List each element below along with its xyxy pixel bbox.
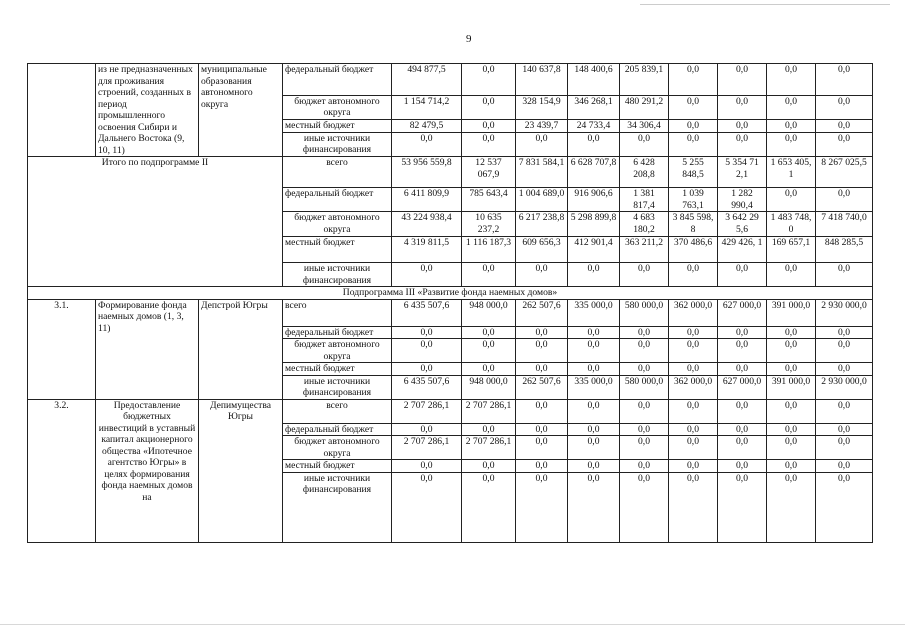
amount-cell: 1 039 763,1 (669, 188, 718, 212)
amount-cell: 391 000,0 (767, 299, 816, 326)
amount-cell: 0,0 (568, 423, 620, 436)
amount-cell: 1 381 817,4 (620, 188, 669, 212)
amount-cell: 916 906,6 (568, 188, 620, 212)
amount-cell: 0,0 (392, 460, 462, 473)
amount-cell: 0,0 (816, 472, 873, 542)
financing-table (27, 63, 873, 543)
amount-cell: 0,0 (669, 119, 718, 132)
amount-cell: 3 845 598, 8 (669, 212, 718, 237)
amount-cell: 0,0 (767, 263, 816, 287)
amount-cell: 0,0 (620, 460, 669, 473)
amount-cell: 0,0 (669, 460, 718, 473)
amount-cell: 0,0 (462, 119, 516, 132)
amount-cell: 53 956 559,8 (392, 157, 462, 188)
amount-cell: 609 656,3 (516, 237, 568, 263)
amount-cell: 0,0 (516, 436, 568, 460)
amount-cell: 0,0 (516, 399, 568, 423)
amount-cell: 23 439,7 (516, 119, 568, 132)
amount-cell: 3 642 29 5,6 (718, 212, 767, 237)
amount-cell: 6 428 208,8 (620, 157, 669, 188)
total-label: Итого по подпрограмме II (28, 157, 283, 287)
amount-cell: 0,0 (392, 326, 462, 339)
amount-cell: 0,0 (718, 263, 767, 287)
amount-cell: 580 000,0 (620, 375, 669, 399)
amount-cell: 0,0 (462, 263, 516, 287)
measure-name: Формирование фонда наемных домов (1, 3, 11) (96, 299, 199, 399)
amount-cell: 362 000,0 (669, 299, 718, 326)
amount-cell: 580 000,0 (620, 299, 669, 326)
amount-cell: 140 637,8 (516, 64, 568, 96)
funding-source: местный бюджет (283, 363, 392, 376)
funding-source: всего (283, 157, 392, 188)
executor: Депимущества Югры (199, 399, 283, 542)
amount-cell: 0,0 (816, 326, 873, 339)
funding-source: всего (283, 399, 392, 423)
amount-cell: 0,0 (718, 472, 767, 542)
amount-cell: 10 635 237,2 (462, 212, 516, 237)
amount-cell: 5 298 899,8 (568, 212, 620, 237)
amount-cell: 0,0 (767, 423, 816, 436)
amount-cell: 0,0 (816, 363, 873, 376)
amount-cell: 262 507,6 (516, 299, 568, 326)
amount-cell: 0,0 (620, 263, 669, 287)
amount-cell: 0,0 (767, 132, 816, 156)
amount-cell: 0,0 (718, 436, 767, 460)
amount-cell: 0,0 (816, 95, 873, 119)
amount-cell: 0,0 (816, 423, 873, 436)
measure-name: из не предназначенных для проживания строений, созданных в период промышленного освоения Сибири и Дальнего Востока (9, 10, 11) (96, 64, 199, 157)
amount-cell: 0,0 (767, 64, 816, 96)
amount-cell: 0,0 (718, 460, 767, 473)
amount-cell: 0,0 (392, 263, 462, 287)
amount-cell: 848 285,5 (816, 237, 873, 263)
amount-cell: 0,0 (392, 339, 462, 363)
funding-source: иные источники финансирования (283, 472, 392, 542)
executor: муниципальные образования автономного округа (199, 64, 283, 157)
amount-cell: 335 000,0 (568, 299, 620, 326)
amount-cell: 0,0 (669, 263, 718, 287)
funding-source: федеральный бюджет (283, 64, 392, 96)
amount-cell: 0,0 (568, 363, 620, 376)
amount-cell: 0,0 (516, 132, 568, 156)
amount-cell: 0,0 (516, 263, 568, 287)
amount-cell: 0,0 (568, 472, 620, 542)
amount-cell: 0,0 (568, 436, 620, 460)
amount-cell: 205 839,1 (620, 64, 669, 96)
amount-cell: 494 877,5 (392, 64, 462, 96)
section-title: Подпрограмма III «Развитие фонда наемных домов» (28, 287, 873, 300)
amount-cell: 429 426, 1 (718, 237, 767, 263)
amount-cell: 1 116 187,3 (462, 237, 516, 263)
amount-cell: 0,0 (669, 363, 718, 376)
amount-cell: 4 683 180,2 (620, 212, 669, 237)
amount-cell: 82 479,5 (392, 119, 462, 132)
amount-cell: 262 507,6 (516, 375, 568, 399)
amount-cell: 0,0 (620, 472, 669, 542)
funding-source: иные источники финансирования (283, 263, 392, 287)
amount-cell: 2 707 286,1 (462, 399, 516, 423)
amount-cell: 1 282 990,4 (718, 188, 767, 212)
amount-cell: 0,0 (568, 326, 620, 339)
amount-cell: 1 483 748, 0 (767, 212, 816, 237)
funding-source: бюджет автономного округа (283, 339, 392, 363)
amount-cell: 0,0 (767, 399, 816, 423)
amount-cell: 0,0 (816, 399, 873, 423)
amount-cell: 1 154 714,2 (392, 95, 462, 119)
amount-cell: 0,0 (392, 363, 462, 376)
funding-source: бюджет автономного округа (283, 436, 392, 460)
amount-cell: 0,0 (516, 472, 568, 542)
amount-cell: 0,0 (620, 436, 669, 460)
executor: Депстрой Югры (199, 299, 283, 399)
amount-cell: 0,0 (718, 119, 767, 132)
amount-cell: 0,0 (620, 326, 669, 339)
measure-number: 3.2. (28, 399, 96, 542)
amount-cell: 0,0 (392, 472, 462, 542)
amount-cell: 335 000,0 (568, 375, 620, 399)
amount-cell: 0,0 (767, 460, 816, 473)
amount-cell: 0,0 (516, 423, 568, 436)
amount-cell: 0,0 (620, 363, 669, 376)
amount-cell: 412 901,4 (568, 237, 620, 263)
amount-cell: 0,0 (669, 95, 718, 119)
amount-cell: 480 291,2 (620, 95, 669, 119)
table-row (28, 299, 873, 326)
table-row (28, 399, 873, 423)
amount-cell: 0,0 (816, 460, 873, 473)
amount-cell: 391 000,0 (767, 375, 816, 399)
amount-cell: 0,0 (718, 423, 767, 436)
funding-source: бюджет автономного округа (283, 95, 392, 119)
table-row (28, 157, 873, 188)
amount-cell: 0,0 (516, 326, 568, 339)
amount-cell: 0,0 (718, 64, 767, 96)
amount-cell: 0,0 (816, 119, 873, 132)
amount-cell: 0,0 (767, 363, 816, 376)
amount-cell: 0,0 (816, 339, 873, 363)
measure-number (28, 64, 96, 157)
amount-cell: 0,0 (620, 399, 669, 423)
amount-cell: 0,0 (568, 339, 620, 363)
amount-cell: 0,0 (669, 64, 718, 96)
amount-cell: 0,0 (516, 363, 568, 376)
amount-cell: 6 411 809,9 (392, 188, 462, 212)
amount-cell: 0,0 (718, 326, 767, 339)
amount-cell: 0,0 (816, 64, 873, 96)
amount-cell: 6 435 507,6 (392, 299, 462, 326)
amount-cell: 7 418 740,0 (816, 212, 873, 237)
amount-cell: 0,0 (516, 460, 568, 473)
amount-cell: 948 000,0 (462, 375, 516, 399)
measure-name: Предоставление бюджетных инвестиций в уставный капитал акционерного общества «Ипотечное агентство Югры» в целях формирования фонда наемных домов на (96, 399, 199, 542)
amount-cell: 24 733,4 (568, 119, 620, 132)
amount-cell: 2 930 000,0 (816, 375, 873, 399)
amount-cell: 0,0 (620, 423, 669, 436)
amount-cell: 0,0 (767, 436, 816, 460)
amount-cell: 0,0 (816, 436, 873, 460)
scan-artifact-top (640, 4, 890, 5)
amount-cell: 627 000,0 (718, 375, 767, 399)
amount-cell: 948 000,0 (462, 299, 516, 326)
amount-cell: 169 657,1 (767, 237, 816, 263)
amount-cell: 0,0 (568, 132, 620, 156)
amount-cell: 328 154,9 (516, 95, 568, 119)
scan-artifact-bottom (0, 624, 905, 625)
funding-source: местный бюджет (283, 119, 392, 132)
amount-cell: 0,0 (516, 339, 568, 363)
amount-cell: 0,0 (669, 472, 718, 542)
amount-cell: 8 267 025,5 (816, 157, 873, 188)
measure-number: 3.1. (28, 299, 96, 399)
amount-cell: 0,0 (669, 423, 718, 436)
amount-cell: 0,0 (462, 363, 516, 376)
amount-cell: 0,0 (669, 339, 718, 363)
amount-cell: 0,0 (568, 263, 620, 287)
funding-source: федеральный бюджет (283, 423, 392, 436)
amount-cell: 0,0 (462, 472, 516, 542)
amount-cell: 0,0 (620, 132, 669, 156)
amount-cell: 370 486,6 (669, 237, 718, 263)
amount-cell: 0,0 (669, 132, 718, 156)
funding-source: местный бюджет (283, 460, 392, 473)
amount-cell: 0,0 (462, 64, 516, 96)
amount-cell: 0,0 (767, 95, 816, 119)
amount-cell: 0,0 (462, 326, 516, 339)
amount-cell: 0,0 (767, 119, 816, 132)
amount-cell: 0,0 (816, 263, 873, 287)
amount-cell: 627 000,0 (718, 299, 767, 326)
amount-cell: 0,0 (620, 339, 669, 363)
amount-cell: 0,0 (568, 399, 620, 423)
amount-cell: 0,0 (669, 436, 718, 460)
amount-cell: 0,0 (718, 95, 767, 119)
amount-cell: 0,0 (568, 460, 620, 473)
amount-cell: 0,0 (767, 326, 816, 339)
amount-cell: 1 004 689,0 (516, 188, 568, 212)
amount-cell: 0,0 (767, 339, 816, 363)
amount-cell: 0,0 (462, 423, 516, 436)
amount-cell: 2 930 000,0 (816, 299, 873, 326)
amount-cell: 2 707 286,1 (462, 436, 516, 460)
amount-cell: 362 000,0 (669, 375, 718, 399)
amount-cell: 4 319 811,5 (392, 237, 462, 263)
page-number: 9 (466, 33, 472, 45)
funding-source: всего (283, 299, 392, 326)
amount-cell: 0,0 (462, 460, 516, 473)
amount-cell: 0,0 (718, 399, 767, 423)
amount-cell: 785 643,4 (462, 188, 516, 212)
amount-cell: 0,0 (816, 188, 873, 212)
funding-source: иные источники финансирования (283, 375, 392, 399)
funding-source: федеральный бюджет (283, 188, 392, 212)
amount-cell: 0,0 (462, 132, 516, 156)
amount-cell: 6 435 507,6 (392, 375, 462, 399)
amount-cell: 0,0 (669, 326, 718, 339)
amount-cell: 2 707 286,1 (392, 399, 462, 423)
amount-cell: 0,0 (392, 423, 462, 436)
amount-cell: 43 224 938,4 (392, 212, 462, 237)
funding-source: иные источники финансирования (283, 132, 392, 156)
amount-cell: 6 628 707,8 (568, 157, 620, 188)
amount-cell: 1 653 405, 1 (767, 157, 816, 188)
table-row (28, 64, 873, 96)
amount-cell: 0,0 (816, 132, 873, 156)
amount-cell: 148 400,6 (568, 64, 620, 96)
funding-source: бюджет автономного округа (283, 212, 392, 237)
amount-cell: 363 211,2 (620, 237, 669, 263)
amount-cell: 0,0 (392, 132, 462, 156)
funding-source: федеральный бюджет (283, 326, 392, 339)
amount-cell: 12 537 067,9 (462, 157, 516, 188)
amount-cell: 0,0 (767, 472, 816, 542)
section-row (28, 287, 873, 300)
amount-cell: 5 255 848,5 (669, 157, 718, 188)
amount-cell: 2 707 286,1 (392, 436, 462, 460)
funding-source: местный бюджет (283, 237, 392, 263)
amount-cell: 346 268,1 (568, 95, 620, 119)
amount-cell: 34 306,4 (620, 119, 669, 132)
amount-cell: 7 831 584,1 (516, 157, 568, 188)
amount-cell: 0,0 (669, 399, 718, 423)
amount-cell: 0,0 (462, 339, 516, 363)
amount-cell: 0,0 (718, 363, 767, 376)
amount-cell: 0,0 (718, 132, 767, 156)
amount-cell: 5 354 71 2,1 (718, 157, 767, 188)
amount-cell: 0,0 (767, 188, 816, 212)
amount-cell: 6 217 238,8 (516, 212, 568, 237)
amount-cell: 0,0 (718, 339, 767, 363)
amount-cell: 0,0 (462, 95, 516, 119)
